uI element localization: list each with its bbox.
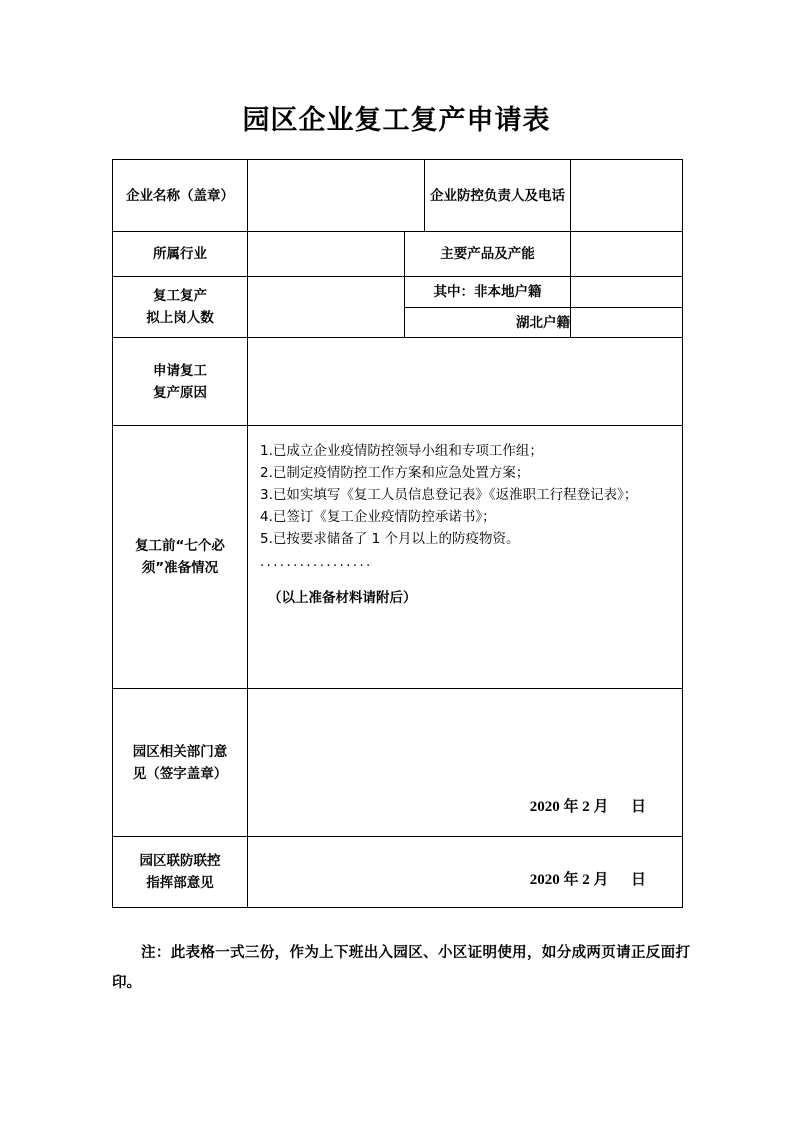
seven-musts-ellipsis: ················· (260, 559, 373, 574)
label-company-name: 企业名称（盖章） (113, 160, 248, 232)
field-department-opinion[interactable] (248, 689, 683, 837)
label-planned-headcount-line2: 拟上岗人数 (146, 310, 214, 326)
label-main-products: 主要产品及产能 (405, 232, 571, 277)
field-industry[interactable] (248, 232, 405, 277)
seven-musts-item-3: 3.已如实填写《复工人员信息登记表》《返淮职工行程登记表》； (260, 487, 638, 503)
attachment-note: （以上准备材料请附后） (268, 590, 417, 606)
field-hubei-household[interactable] (571, 308, 683, 338)
seven-musts-item-4: 4.已签订《复工企业疫情防控承诺书》； (260, 509, 496, 525)
field-planned-headcount[interactable] (248, 277, 405, 338)
field-nonlocal-household[interactable] (571, 277, 683, 308)
label-command-opinion (113, 837, 248, 908)
table-row-headcount-nonlocal (113, 277, 683, 308)
field-command-opinion[interactable] (248, 837, 683, 908)
label-command-opinion-line1: 园区联防联控 (139, 853, 221, 869)
department-opinion-date[interactable]: 2020 年 2 月 日 (529, 799, 646, 815)
table-row-reason (113, 338, 683, 426)
seven-musts-content (248, 426, 683, 689)
table-row-seven-musts (113, 426, 683, 689)
application-form-table (112, 159, 683, 908)
seven-musts-item-5: 5.已按要求储备了 1 个月以上的防疫物资。 (260, 531, 520, 547)
field-main-products[interactable] (571, 232, 683, 277)
label-department-opinion-line1: 园区相关部门意 (132, 743, 228, 760)
table-row-company-name (113, 160, 683, 232)
field-prevention-officer[interactable] (571, 160, 683, 232)
seven-musts-item-1: 1.已成立企业疫情防控领导小组和专项工作组； (260, 443, 543, 459)
label-department-opinion (113, 689, 248, 837)
label-application-reason-line1: 申请复工 (153, 362, 207, 379)
label-planned-headcount-line1: 复工复产 (153, 288, 207, 304)
page-title: 园区企业复工复产申请表 (242, 105, 551, 136)
label-application-reason-line2: 复产原因 (153, 384, 207, 401)
table-row-department-opinion (113, 689, 683, 837)
label-hubei-household: 湖北户籍 (405, 308, 571, 338)
command-opinion-date[interactable]: 2020 年 2 月 日 (529, 872, 646, 888)
label-seven-musts (113, 426, 248, 689)
label-department-opinion-line2: 见（签字盖章） (132, 765, 228, 782)
label-prevention-officer: 企业防控负责人及电话 (425, 160, 571, 232)
field-company-name[interactable] (248, 160, 425, 232)
label-nonlocal-household: 其中：非本地户籍 (405, 277, 571, 308)
label-application-reason (113, 338, 248, 426)
field-application-reason[interactable] (248, 338, 683, 426)
table-row-industry (113, 232, 683, 277)
label-planned-headcount (113, 277, 248, 338)
seven-musts-item-2: 2.已制定疫情防控工作方案和应急处置方案； (260, 465, 530, 481)
label-seven-musts-line1: 复工前“七个必 (135, 538, 225, 554)
label-command-opinion-line2: 指挥部意见 (146, 875, 214, 891)
table-row-command-opinion (113, 837, 683, 908)
label-seven-musts-line2: 须”准备情况 (141, 560, 219, 576)
footer-note: 注：此表格一式三份，作为上下班出入园区、小区证明使用，如分成两页请正反面打印。 (112, 945, 690, 991)
label-industry: 所属行业 (113, 232, 248, 277)
